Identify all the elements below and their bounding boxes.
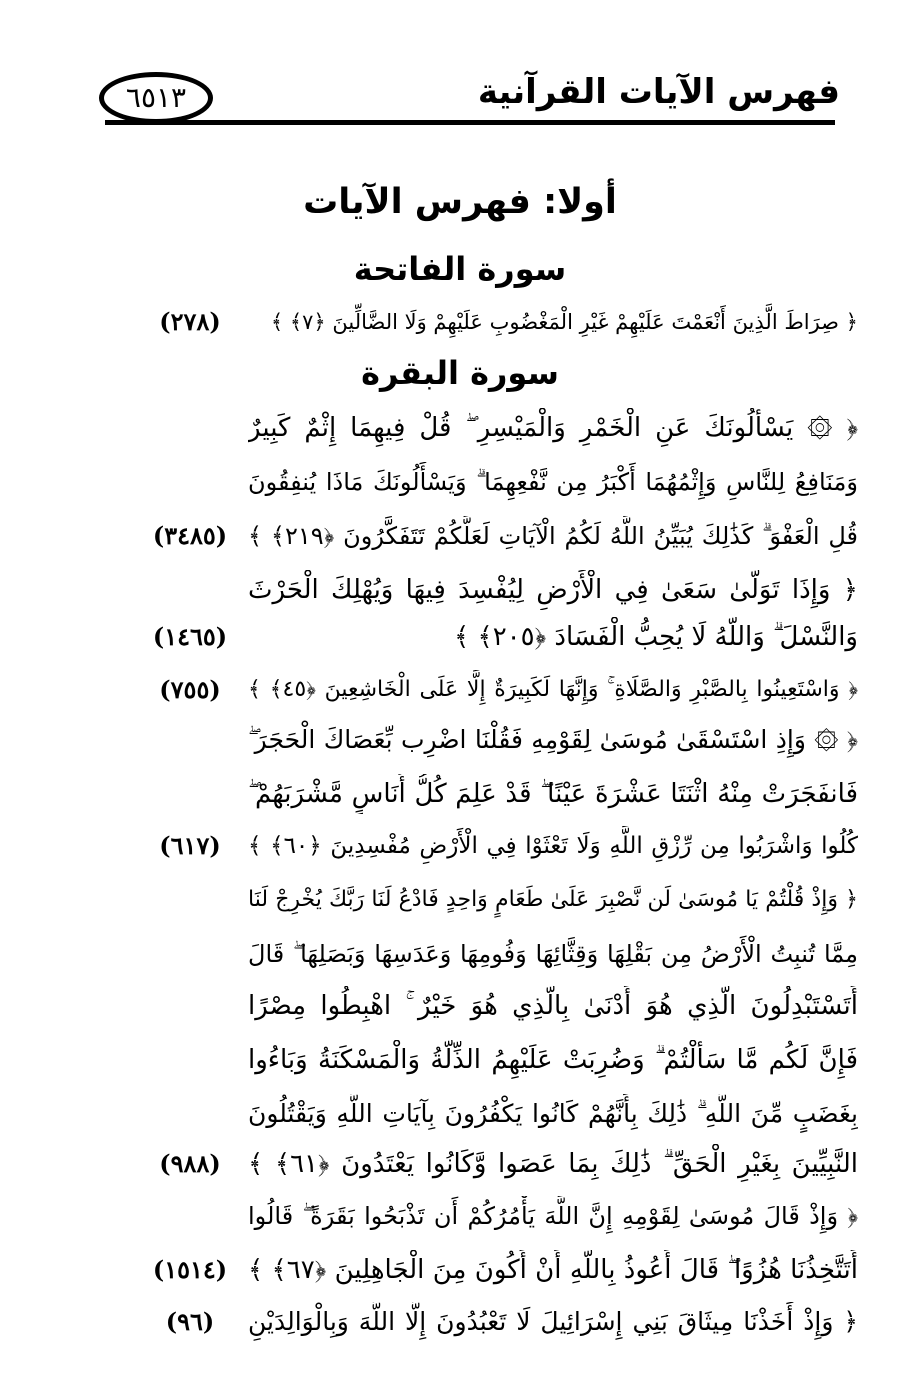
header-divider xyxy=(105,120,835,125)
surah-title-baqara: سورة البقرة xyxy=(361,354,559,392)
page-header-title: فهرس الآيات القرآنية xyxy=(477,72,840,112)
reference-number: (٢٧٨) xyxy=(159,307,221,336)
verse-line: كُلُوا وَاشْرَبُوا مِن رِّزْقِ اللَّهِ وَلَا تَعْثَوْا فِي الْأَرْضِ مُفْسِدِينَ ﴿٦٠﴾ ﴾ xyxy=(248,833,858,859)
verse-line: ﴿ وَإِذَا تَوَلَّىٰ سَعَىٰ فِي الْأَرْضِ لِيُفْسِدَ فِيهَا وَيُهْلِكَ الْحَرْثَ xyxy=(248,575,858,605)
reference-number: (٣٤٨٥) xyxy=(152,521,228,550)
verse-line: النَّبِيِّينَ بِغَيْرِ الْحَقِّ ۗ ذَٰلِكَ بِمَا عَصَوا وَّكَانُوا يَعْتَدُونَ ﴿٦١﴾ ﴾ xyxy=(248,1149,858,1179)
verse-line: ﴿ وَاسْتَعِينُوا بِالصَّبْرِ وَالصَّلَاةِ ۚ وَإِنَّهَا لَكَبِيرَةٌ إِلَّا عَلَى الْخَاشِعِينَ ﴿٤٥﴾ ﴾ xyxy=(248,677,858,702)
verse-line: أَتَسْتَبْدِلُونَ الَّذِي هُوَ أَدْنَىٰ بِالَّذِي هُوَ خَيْرٌ ۚ اهْبِطُوا مِصْرًا xyxy=(248,991,858,1021)
verse-line: بِغَضَبٍ مِّنَ اللَّهِ ۗ ذَٰلِكَ بِأَنَّهُمْ كَانُوا يَكْفُرُونَ بِآيَاتِ اللَّهِ وَيَقْتُلُونَ xyxy=(248,1099,858,1128)
reference-number: (٧٥٥) xyxy=(159,675,221,704)
reference-number: (٩٦) xyxy=(165,1307,215,1336)
verse-line: وَمَنَافِعُ لِلنَّاسِ وَإِثْمُهُمَا أَكْبَرُ مِن نَّفْعِهِمَا ۗ وَيَسْأَلُونَكَ مَاذَا يُنفِقُونَ xyxy=(248,468,858,496)
verse-line: ﴿ صِرَاطَ الَّذِينَ أَنْعَمْتَ عَلَيْهِمْ غَيْرِ الْمَغْضُوبِ عَلَيْهِمْ وَلَا الضَّالِّينَ ﴿٧﴾ ﴾ xyxy=(270,310,858,334)
verse-line: قُلِ الْعَفْوَ ۗ كَذَٰلِكَ يُبَيِّنُ اللَّهُ لَكُمُ الْآيَاتِ لَعَلَّكُمْ تَتَفَكَّرُونَ ﴿٢١٩﴾ ﴾ xyxy=(248,522,858,550)
reference-number: (١٤٦٥) xyxy=(152,622,228,651)
index-section-title: أولا: فهرس الآيات xyxy=(303,182,617,222)
verse-line: ﴿ ۞ يَسْأَلُونَكَ عَنِ الْخَمْرِ وَالْمَيْسِرِ ۖ قُلْ فِيهِمَا إِثْمٌ كَبِيرٌ xyxy=(248,413,858,443)
page-number: ٦٥١٣ xyxy=(99,72,213,124)
verse-line: ﴿ وَإِذْ أَخَذْنَا مِيثَاقَ بَنِي إِسْرَائِيلَ لَا تَعْبُدُونَ إِلَّا اللَّهَ وَبِالْوَالِدَيْنِ xyxy=(248,1307,858,1336)
surah-title-fatiha: سورة الفاتحة xyxy=(353,250,567,288)
reference-number: (٩٨٨) xyxy=(159,1149,221,1178)
verse-line: وَالنَّسْلَ ۗ وَاللَّهُ لَا يُحِبُّ الْفَسَادَ ﴿٢٠٥﴾ ﴾ xyxy=(453,622,858,652)
reference-number: (٦١٧) xyxy=(159,831,221,860)
verse-line: أَتَتَّخِذُنَا هُزُوًا ۖ قَالَ أَعُوذُ بِاللَّهِ أَنْ أَكُونَ مِنَ الْجَاهِلِينَ ﴿٦٧﴾ ﴾ xyxy=(248,1255,858,1285)
verse-line: ﴿ وَإِذْ قَالَ مُوسَىٰ لِقَوْمِهِ إِنَّ اللَّهَ يَأْمُرُكُمْ أَن تَذْبَحُوا بَقَرَةً ۖ قَالُوا xyxy=(248,1202,858,1230)
reference-number: (١٥١٤) xyxy=(152,1255,228,1284)
verse-line: فَإِنَّ لَكُم مَّا سَأَلْتُمْ ۗ وَضُرِبَتْ عَلَيْهِمُ الذِّلَّةُ وَالْمَسْكَنَةُ وَبَاءُوا xyxy=(248,1045,858,1075)
verse-line: مِمَّا تُنبِتُ الْأَرْضُ مِن بَقْلِهَا وَقِثَّائِهَا وَفُومِهَا وَعَدَسِهَا وَبَصَلِهَا ۖ قَالَ xyxy=(248,940,858,968)
verse-line: ﴿ ۞ وَإِذِ اسْتَسْقَىٰ مُوسَىٰ لِقَوْمِهِ فَقُلْنَا اضْرِب بِّعَصَاكَ الْحَجَرَ ۖ xyxy=(248,725,858,754)
verse-line: ﴿ وَإِذْ قُلْتُمْ يَا مُوسَىٰ لَن نَّصْبِرَ عَلَىٰ طَعَامٍ وَاحِدٍ فَادْعُ لَنَا رَبَّكَ يُخْرِجْ لَنَا xyxy=(248,887,858,912)
verse-line: فَانفَجَرَتْ مِنْهُ اثْنَتَا عَشْرَةَ عَيْنًا ۖ قَدْ عَلِمَ كُلُّ أُنَاسٍ مَّشْرَبَهُمْ ۖ xyxy=(248,779,858,809)
